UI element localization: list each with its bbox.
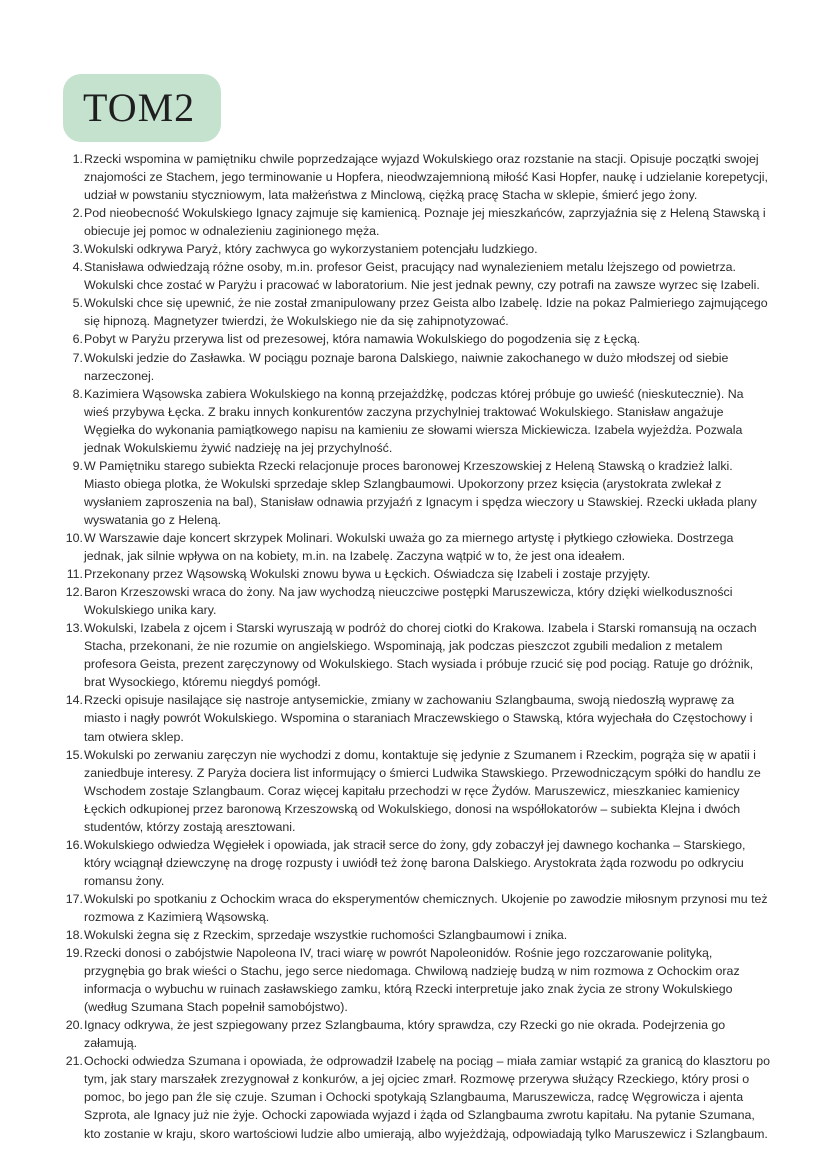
item-number: 6. bbox=[72, 332, 83, 347]
list-item bbox=[63, 836, 770, 890]
list-item bbox=[63, 150, 770, 204]
item-number: 9. bbox=[72, 458, 83, 473]
list-item bbox=[63, 691, 770, 745]
list-item bbox=[63, 1052, 770, 1142]
item-text: W Warszawie daje koncert skrzypek Molinari. Wokulski uważa go za miernego artystę i płytkiego człowieka. Dostrzega jednak, jak silnie wpływa on na kobiety, m.in. na Izabelę. Zaczyna wątpić w to, że jest ona ideałem. bbox=[84, 530, 734, 564]
item-number: 17. bbox=[65, 891, 83, 906]
item-text: Wokulski żegna się z Rzeckim, sprzedaje wszystkie ruchomości Szlangbaumowi i znika. bbox=[84, 928, 568, 943]
item-text: W Pamiętniku starego subiekta Rzecki relacjonuje proces baronowej Krzeszowskiej z Heleną Stawską o kradzież lalki. Miasto obiega plotka, że Wokulski sprzedaje sklep Szlangbaumowi. Upokorzony przez księcia (arystokrata zwlekał z wysłaniem zaproszenia na bal), Stanisław odnawia przyjaźń z Ignacym i spędza wieczory u Stawskiej. Rzecki układa plany wyswatania go z Heleną. bbox=[84, 458, 757, 527]
item-number: 3. bbox=[72, 242, 83, 257]
item-text: Wokulski po spotkaniu z Ochockim wraca do eksperymentów chemicznych. Ukojenie po zawodzie miłosnym przynosi mu też rozmowa z Kazimierą Wąsowską. bbox=[84, 891, 768, 924]
item-text: Wokulskiego odwiedza Węgiełek i opowiada, jak stracił serce do żony, gdy zobaczył jej dawnego kochanka – Starskiego, który wciągnął dziewczynę na drogę rozpusty i uwiódł też żonę barona Dalskiego. Arystokrata żąda rozwodu po odkryciu romansu żony. bbox=[84, 837, 746, 888]
list-item bbox=[63, 746, 770, 836]
item-number: 1. bbox=[72, 152, 83, 166]
list-item bbox=[63, 944, 770, 1016]
item-number: 12. bbox=[65, 585, 83, 600]
item-number: 16. bbox=[65, 837, 83, 852]
item-text: Pobyt w Paryżu przerywa list od prezesowej, która namawia Wokulskiego do pogodzenia się z Łęcką. bbox=[84, 332, 641, 347]
item-text: Rzecki wspomina w pamiętniku chwile poprzedzające wyjazd Wokulskiego oraz rozstanie na stacji. Opisuje początki swojej znajomości ze Stachem, jego terminowanie u Hopfera, nieodwzajemnioną miłość Kasi Hopfer, naukę i udzielanie korepetycji, udział w powstaniu styczniowym, lata małżeństwa z Minclową, ciężką pracę Stacha w sklepie, śmierć jego żony. bbox=[84, 152, 768, 203]
list-item bbox=[63, 294, 770, 330]
list-item bbox=[63, 240, 770, 258]
list-item bbox=[63, 385, 770, 457]
item-number: 10. bbox=[65, 530, 83, 545]
item-text: Baron Krzeszowski wraca do żony. Na jaw wychodzą nieuczciwe postępki Maruszewicza, który dzięki wielkoduszności Wokulskiego unika kary. bbox=[84, 585, 733, 618]
chapter-summary-list bbox=[63, 150, 770, 1143]
title-badge bbox=[63, 74, 221, 142]
list-item bbox=[63, 258, 770, 294]
item-number: 19. bbox=[65, 946, 83, 961]
item-text: Rzecki opisuje nasilające się nastroje antysemickie, zmiany w zachowaniu Szlangbauma, swoją niedoszłą wyprawę za miasto i nagły powrót Wokulskiego. Wspomina o staraniach Mraczewskiego o Stawską, która wyjechała do Częstochowy i tam otwiera sklep. bbox=[84, 693, 753, 744]
item-text: Wokulski po zerwaniu zaręczyn nie wychodzi z domu, kontaktuje się jedynie z Szumanem i Rzeckim, pogrąża się w apatii i zaniedbuje interesy. Z Paryża dociera list informujący o śmierci Ludwika Stawskiego. Przewodniczącym spółki do handlu ze Wschodem zostaje Szlangbaum. Coraz więcej kapitału przechodzi w ręce Żydów. Maruszewicz, mieszkaniec kamienicy Łęckich odkupionej przez baronową Krzeszowską od Wokulskiego, donosi na współlokatorów – subiekta Klejna i dwóch studentów, którzy zostają aresztowani. bbox=[84, 747, 761, 834]
item-text: Kazimiera Wąsowska zabiera Wokulskiego na konną przejażdżkę, podczas której próbuje go uwieść (nieskutecznie). Na wieś przybywa Łęcka. Z braku innych konkurentów zaczyna przychylniej traktować Wokulskiego. Stanisław angażuje Węgiełka do wykonania pamiątkowego napisu na kamieniu ze słowami wiersza Mickiewicza. Izabela wyjeżdża. Pozwala jednak Wokulskiemu żywić nadzieję na jej przychylność. bbox=[84, 386, 744, 455]
item-number: 8. bbox=[72, 386, 83, 401]
list-item bbox=[63, 619, 770, 691]
list-item bbox=[63, 457, 770, 529]
list-item bbox=[63, 565, 770, 583]
item-text: Wokulski odkrywa Paryż, który zachwyca go wykorzystaniem potencjału ludzkiego. bbox=[84, 242, 538, 257]
list-item bbox=[63, 529, 770, 565]
list-item bbox=[63, 330, 770, 348]
list-item bbox=[63, 349, 770, 385]
list-item bbox=[63, 890, 770, 926]
item-text: Ochocki odwiedza Szumana i opowiada, że odprowadził Izabelę na pociąg – miała zamiar wstąpić za granicą do klasztoru po tym, jak stary marszałek zrezygnował z konkurów, a jej ojciec zmarł. Rozmowę przerywa służący Rzeckiego, który prosi o pomoc, bo jego pan źle się czuje. Szuman i Ochocki spotykają Szlangbauma, Maruszewicza, radcę Węgrowicza i ajenta Szprota, ale Ignacy już nie żyje. Ochocki zapowiada wyjazd i żąda od Szlangbauma zwrotu kapitału. Na pytanie Szumana, kto zostanie w kraju, skoro wartościowi ludzie albo umierają, albo wyjeżdżają, odpowiadają tylko Maruszewicz i Szlangbaum. bbox=[84, 1054, 770, 1141]
item-number: 11. bbox=[66, 567, 83, 582]
item-number: 21. bbox=[65, 1054, 83, 1069]
item-number: 18. bbox=[65, 928, 83, 943]
list-item bbox=[63, 583, 770, 619]
item-text: Rzecki donosi o zabójstwie Napoleona IV, traci wiarę w powrót Napoleonidów. Rośnie jego rozczarowanie polityką, przygnębia go brak wieści o Stachu, jego serce niedomaga. Chwilową nadzieję budzą w nim rozmowa z Ochockim oraz informacja o wybuchu w ruinach zasławskiego zamku, którą Rzecki interpretuje jako znak życia ze strony Wokulskiego (według Szumana Stach popełnił samobójstwo). bbox=[84, 946, 740, 1015]
item-number: 2. bbox=[72, 206, 83, 221]
item-text: Wokulski, Izabela z ojcem i Starski wyruszają w podróż do chorej ciotki do Krakowa. Izabela i Starski romansują na oczach Stacha, przekonani, że nie rozumie on angielskiego. Wspominają, jak podczas pieszczot zgubili medalion z metalem profesora Geista, prezent zaręczynowy od Wokulskiego. Stach wysiada i próbuje rzucić się pod pociąg. Ratuje go dróżnik, brat Wysockiego, któremu niegdyś pomógł. bbox=[84, 621, 757, 690]
item-number: 14. bbox=[65, 693, 83, 708]
item-number: 13. bbox=[65, 621, 83, 636]
item-number: 20. bbox=[65, 1018, 83, 1033]
item-text: Wokulski jedzie do Zasławka. W pociągu poznaje barona Dalskiego, naiwnie zakochanego w dużo młodszej od siebie narzeczonej. bbox=[84, 350, 729, 383]
item-text: Stanisława odwiedzają różne osoby, m.in. profesor Geist, pracujący nad wynalezieniem metalu lżejszego od powietrza. Wokulski chce zostać w Paryżu i pracować w laboratorium. Nie jest jednak pewny, czy potrafi na zawsze wyrzec się Izabeli. bbox=[84, 260, 760, 293]
list-item bbox=[63, 204, 770, 240]
item-number: 15. bbox=[65, 747, 83, 762]
item-number: 7. bbox=[72, 350, 83, 365]
item-text: Przekonany przez Wąsowską Wokulski znowu bywa u Łęckich. Oświadcza się Izabeli i zostaje przyjęty. bbox=[84, 567, 651, 582]
page-title: TOM2 bbox=[83, 85, 196, 130]
item-number: 5. bbox=[72, 296, 83, 311]
item-text: Wokulski chce się upewnić, że nie został zmanipulowany przez Geista albo Izabelę. Idzie na pokaz Palmieriego zajmującego się hipnozą. Magnetyzer twierdzi, że Wokulskiego nie da się zahipnotyzować. bbox=[84, 296, 768, 329]
item-text: Pod nieobecność Wokulskiego Ignacy zajmuje się kamienicą. Poznaje jej mieszkańców, zaprzyjaźnia się z Heleną Stawską i obiecuje jej pomoc w odnalezieniu zaginionego męża. bbox=[84, 206, 766, 239]
item-number: 4. bbox=[72, 260, 83, 275]
item-text: Ignacy odkrywa, że jest szpiegowany przez Szlangbauma, który sprawdza, czy Rzecki go nie okrada. Podejrzenia go załamują. bbox=[84, 1018, 726, 1051]
list-item bbox=[63, 926, 770, 944]
list-item bbox=[63, 1016, 770, 1052]
